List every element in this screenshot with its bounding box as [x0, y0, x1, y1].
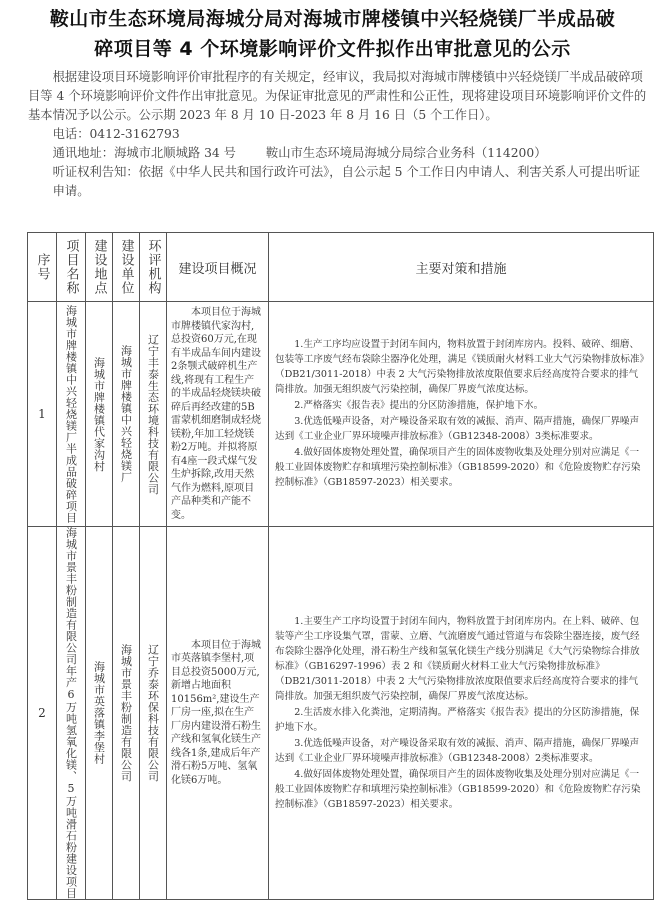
hearing-line: 听证权利告知：依据《中华人民共和国行政许可法》，自公示起 5 个工作日内申请人、利害关系人可提出听证申请。 — [52, 165, 641, 198]
header-overview: 建设项目概况 — [167, 233, 269, 302]
row-unit: 海城市牌楼镇中兴轻烧镁厂 — [113, 302, 140, 527]
row-location: 海城市英落镇李堡村 — [86, 527, 113, 900]
row-measures — [269, 302, 654, 527]
row-project-name: 海城市景丰粉制造有限公司年产6万吨氢氧化镁、5万吨滑石粉建设项目 — [57, 527, 86, 900]
header-location: 建设地点 — [86, 233, 113, 302]
row-seq: 2 — [28, 527, 57, 900]
measure-item: 3.优选低噪声设备，对产噪设备采取有效的减振、消声、隔声措施，确保厂界噪声达到《工业企业厂界环境噪声排放标准》（GB12348-2008）2类标准要求。 — [275, 737, 640, 764]
measure-item: 4.做好固体废物处理处置，确保项目产生的固体废物收集及处理分别对应满足《一般工业固体废物贮存和填埋污染控制标准》（GB18599-2020）和《危险废物贮存污染控制标准》（GB18597-2023）相关要求。 — [275, 768, 641, 810]
project-table — [27, 232, 654, 900]
header-agency: 环评机构 — [140, 233, 167, 302]
notice-title — [0, 0, 665, 64]
header-seq: 序号 — [28, 233, 57, 302]
address-line — [28, 144, 647, 163]
row-location: 海城市牌楼镇代家沟村 — [86, 302, 113, 527]
office-text: 鞍山市生态环境局海城分局综合业务科（114200） — [265, 146, 547, 160]
address-text: 通讯地址：海城市北顺城路 34 号 — [52, 146, 236, 160]
row-agency: 辽宁乔泰环保科技有限公司 — [140, 527, 167, 900]
measure-item: 1.主要生产工序均设置于封闭车间内，物料放置于封闭库房内。在上料、破碎、包装等产尘工序设集气罩，雷蒙、立磨、气流磨废气通过管道与布袋除尘器连接，废气经布袋除尘器净化处理，滑石粉生产线和氢氧化镁生产线分别满足《大气污染物综合排放标准》（GB16297-1996）表 2 和《镁质耐火材料工业大气污染物排放标准》（DB21/3011-2018）中表 2 大气污染物排放浓度限值要求后经高度符合要求的排气筒排放。加强无组织废气污染控制，确保厂界废气浓度达标。 — [275, 615, 640, 702]
row-agency: 辽宁丰泰生态环境科技有限公司 — [140, 302, 167, 527]
intro-paragraph: 根据建设项目环境影响评价审批程序的有关规定，经审议，我局拟对海城市牌楼镇中兴轻烧镁厂半成品破碎项目等 4 个环境影响评价文件作出审批意见。为保证审批意见的严肃性和公正性，现将建设项目环境影响评价文件的基本情况予以公示。公示期 2023 年 8 月 10 日-2023 年 8 月 16 日（5 个工作日）。 — [28, 70, 647, 122]
row-overview: 本项目位于海城市牌楼镇代家沟村,总投资60万元,在现有半成品车间内建设2条颚式破碎机生产线,将现有工程生产的半成品轻烧镁块破碎后再经改建的5B雷蒙机细磨制成轻烧镁粉,年加工轻烧镁粉2万吨。并拟将原有4座一段式煤气发生炉拆除,改用天然气作为燃料,原项目产品种类和产能不变。 — [167, 302, 269, 527]
row-overview: 本项目位于海城市英落镇李堡村,项目总投资5000万元,新增占地面积10156m²,建设生产厂房一座,拟在生产厂房内建设滑石粉生产线和氢氧化镁生产线各1条,建成后年产滑石粉5万吨、氢氧化镁6万吨。 — [167, 527, 269, 900]
measure-item: 2.严格落实《报告表》提出的分区防渗措施，保护地下水。 — [294, 400, 544, 411]
header-unit: 建设单位 — [113, 233, 140, 302]
title-line-1: 鞍山市生态环境局海城分局对海城市牌楼镇中兴轻烧镁厂半成品破 — [49, 8, 616, 30]
header-name: 项目名称 — [57, 233, 86, 302]
table-header-row — [28, 233, 654, 302]
title-line-2: 碎项目等 4 个环境影响评价文件拟作出审批意见的公示 — [94, 38, 571, 60]
phone-line: 电话：0412-3162793 — [52, 127, 180, 141]
measure-item: 1.生产工序均应设置于封闭车间内，物料放置于封闭库房内。投料、破碎、细磨、包装等工序废气经布袋除尘器净化处理，满足《镁质耐火材料工业大气污染物排放标准》（DB21/3011-2018）中表 2 大气污染物排放浓度限值要求后经高度符合要求的排气筒排放。加强无组织废气污染控制，确保厂界废气浓度达标。 — [275, 339, 645, 395]
table-row — [28, 302, 654, 527]
intro-section — [0, 68, 665, 201]
measure-item: 3.优选低噪声设备，对产噪设备采取有效的减振、消声、隔声措施，确保厂界噪声达到《工业企业厂界环境噪声排放标准》（GB12348-2008）3类标准要求。 — [275, 416, 640, 442]
row-measures — [269, 527, 654, 900]
measure-item: 4.做好固体废物处理处置，确保项目产生的固体废物收集及处理分别对应满足《一般工业固体废物贮存和填埋污染控制标准》（GB18599-2020）和《危险废物贮存污染控制标准》（GB18597-2023）相关要求。 — [275, 447, 641, 488]
measure-item: 2.生活废水排入化粪池，定期清掏。严格落实《报告表》提出的分区防渗措施，保护地下水。 — [275, 706, 640, 733]
row-project-name: 海城市牌楼镇中兴轻烧镁厂半成品破碎项目 — [57, 302, 86, 527]
header-measures: 主要对策和措施 — [269, 233, 654, 302]
row-seq: 1 — [28, 302, 57, 527]
table-row — [28, 527, 654, 900]
row-unit: 海城市景丰粉制造有限公司 — [113, 527, 140, 900]
